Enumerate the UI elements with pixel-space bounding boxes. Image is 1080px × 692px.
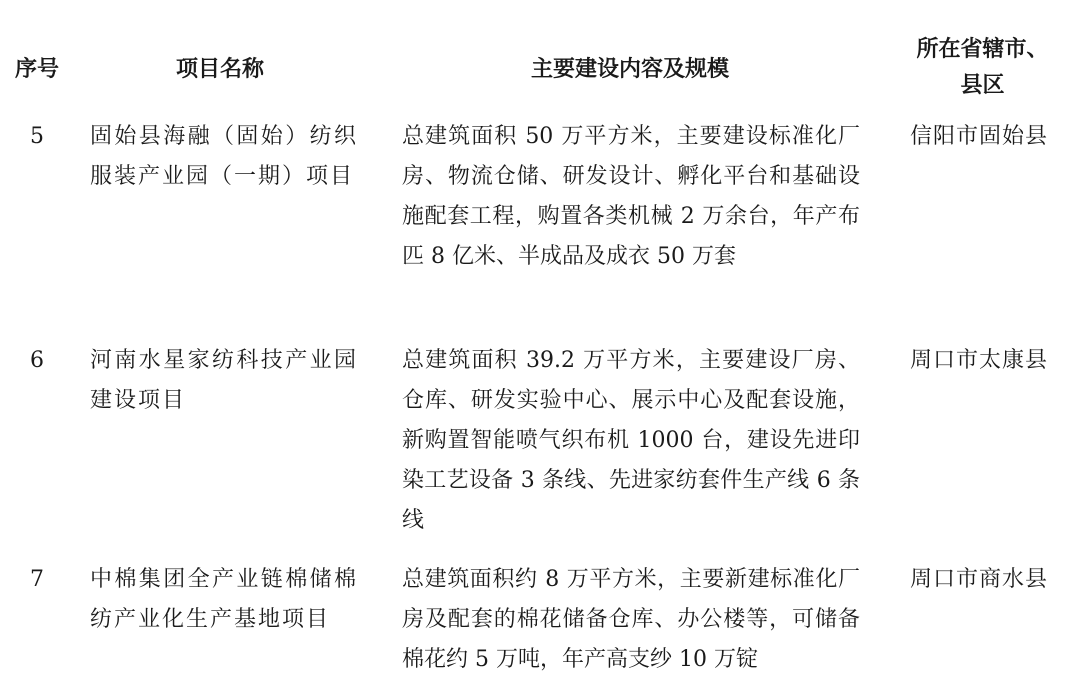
row-content: 总建筑面积 39.2 万平方米，主要建设厂房、仓库、研发实验中心、展示中心及配套设施，新购置智能喷气织布机 1000 台，建设先进印染工艺设备 3 条线、先进家纺套件生产线 6 条线 [402,348,860,533]
header-content: 主要建设内容及规模 [530,57,729,82]
row-location: 信阳市固始县 [910,124,1049,149]
row-content: 总建筑面积 50 万平方米，主要建设标准化厂房、物流仓储、研发设计、孵化平台和基础设施配套工程，购置各类机械 2 万余台，年产布匹 8 亿米、半成品及成衣 50 万套 [402,124,860,269]
row-project-name: 河南水星家纺科技产业园建设项目 [90,348,358,413]
header-number: 序号 [14,57,59,82]
row-location: 周口市商水县 [910,567,1049,592]
row-number: 7 [30,567,44,592]
row-project-name: 固始县海融（固始）纺织服装产业园（一期）项目 [90,124,358,189]
row-project-name: 中棉集团全产业链棉储棉纺产业化生产基地项目 [90,567,358,632]
row-content: 总建筑面积约 8 万平方米，主要新建标准化厂房及配套的棉花储备仓库、办公楼等，可储备棉花约 5 万吨，年产高支纱 10 万锭 [402,567,860,672]
header-project-name: 项目名称 [175,57,264,82]
row-number: 6 [30,348,44,373]
header-location [900,32,1065,104]
row-number: 5 [30,124,44,149]
row-location: 周口市太康县 [910,348,1049,373]
header-location-line2: 县区 [960,73,1005,98]
header-location-line1: 所在省辖市、 [916,37,1049,62]
